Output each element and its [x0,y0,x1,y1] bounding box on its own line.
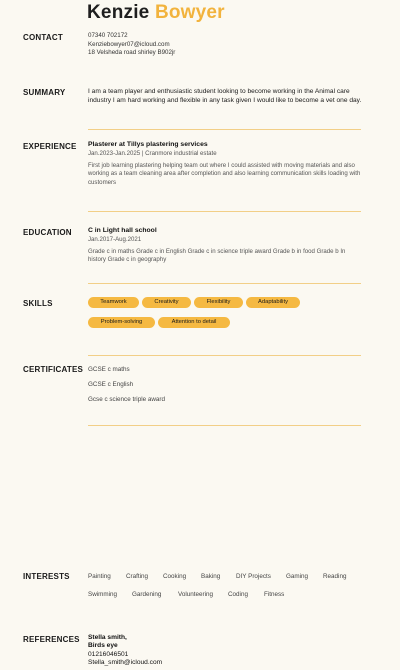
reference-entry [88,634,162,667]
interest-item: Swimming [88,591,118,598]
education-title: C in Light hall school [88,227,157,234]
skill-chip: Creativity [142,297,191,308]
experience-description: First job learning plastering helping team out where I could assisted with moving materials and also working as a team cleaning area after completion and also learning communication skills loading with customers [88,162,361,186]
skill-chip: Flexibility [194,297,243,308]
section-label-summary: SUMMARY [23,88,66,97]
section-label-experience: EXPERIENCE [23,142,77,151]
interest-item: Volunteering [178,591,214,598]
interest-item: Baking [201,573,221,580]
divider [88,211,361,212]
interest-item: Crafting [126,573,149,580]
last-name: Bowyer [154,2,225,23]
reference-relation: Birds eye [88,642,118,650]
interest-item: Gardening [132,591,162,598]
certificate-item: GCSE c English [88,381,134,388]
interest-item: Cooking [163,573,187,580]
section-label-skills: SKILLS [23,299,53,308]
certificate-item: Gcse c science triple award [88,396,165,403]
interest-item: DIY Projects [236,573,271,580]
skill-chip: Adaptability [246,297,300,308]
education-description: Grade c in maths Grade c in English Grade c in science triple award Grade b in food Grade b In history Grade c in geography [88,248,346,264]
divider [88,425,361,426]
reference-phone: 01216046501 [88,650,129,658]
divider [88,129,361,130]
education-entry [88,226,364,265]
skill-chip: Teamwork [88,297,139,308]
contact-details [88,32,388,58]
interest-item: Gaming [286,573,309,580]
skill-chip: Attention to detail [158,317,230,328]
experience-dates: Jan.2023-Jan.2025 | Cranmore industrial estate [88,150,217,157]
first-name: Kenzie [87,2,150,23]
interest-item: Coding [228,591,248,598]
interest-item: Painting [88,573,111,580]
skill-chip: Problem-solving [88,317,155,328]
interest-item: Fitness [264,591,285,598]
divider [88,355,361,356]
reference-name: Stella smith, [88,634,127,641]
contact-address: 18 Velsheda road shirley B902jr [88,49,176,57]
section-label-references: REFERENCES [23,635,80,644]
summary-text: I am a team player and enthusiastic student looking to become working in the Animal care industry I am hard working and flexible in any task given I would like to become a vet one day. [88,88,362,105]
reference-email: Stella_smith@icloud.com [88,658,163,666]
section-label-certificates: CERTIFICATES [23,365,84,374]
certificate-item: GCSE c maths [88,366,130,373]
experience-title: Plasterer at Tillys plastering services [88,141,208,148]
section-label-contact: CONTACT [23,33,63,42]
contact-phone: 07340 702172 [88,32,128,39]
section-label-interests: INTERESTS [23,572,70,581]
candidate-name [87,2,225,24]
education-dates: Jan.2017-Aug.2021 [88,236,142,243]
interest-item: Reading [323,573,347,580]
experience-entry [88,140,364,187]
divider [88,283,361,284]
section-label-education: EDUCATION [23,228,72,237]
contact-email: Kenziebowyer07@icloud.com [88,40,170,48]
